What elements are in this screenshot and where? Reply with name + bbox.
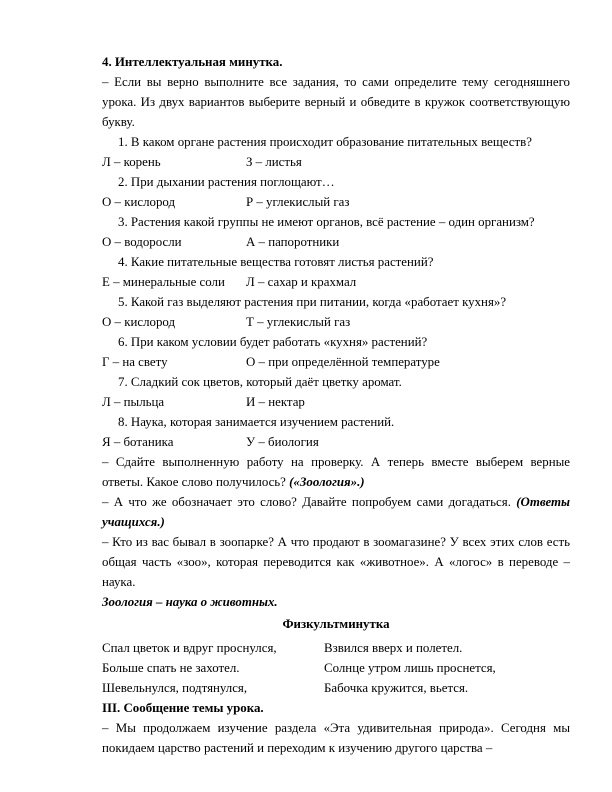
guess-text: – А что же обозначает это слово? Давайте попробуем сами догадаться. [102,495,517,509]
answer-options [102,312,570,332]
zoology-definition: Зоология – наука о животных. [102,595,278,609]
question-text: 6. При каком условии будет работать «кухня» растений? [118,335,428,349]
guess-paragraph [102,492,570,532]
question-text: 3. Растения какой группы не имеют органов, всё растение – один организм? [118,215,535,229]
poem-line-left: Спал цветок и вдруг проснулся, [102,641,277,655]
section-4-intro: – Если вы верно выполните все задания, то сами определите тему сегодняшнего урока. Из двух вариантов выберите верный и обведите в кружок соответствующую букву. [102,75,570,129]
document-page [102,52,570,758]
answer-option-left: Е – минеральные соли [102,275,225,289]
zoo-paragraph: – Кто из вас бывал в зоопарке? А что продают в зоомагазине? У всех этих слов есть общая часть «зоо», которая переводится как «животное». А «логос» в переводе – наука. [102,535,570,589]
answer-options [102,352,570,372]
question-text: 7. Сладкий сок цветов, который даёт цветку аромат. [118,375,402,389]
guess-answer: (Ответы учащихся.) [102,495,570,529]
answer-option-right: А – папоротники [246,235,340,249]
check-paragraph [102,452,570,492]
answer-option-left: Я – ботаника [102,435,174,449]
answer-option-left: О – кислород [102,315,176,329]
quiz-question [102,372,570,412]
answer-option-left: Л – пыльца [102,395,165,409]
answer-option-right: И – нектар [246,395,305,409]
question-text: 8. Наука, которая занимается изучением растений. [118,415,395,429]
quiz-question [102,172,570,212]
answer-options [102,192,570,212]
answer-options [102,392,570,412]
poem-line [102,638,570,658]
quiz-question [102,332,570,372]
answer-option-left: Л – корень [102,155,161,169]
question-text: 1. В каком органе растения происходит образование питательных веществ? [118,135,532,149]
answer-option-left: О – кислород [102,195,176,209]
poem-line-right: Взвился вверх и полетел. [324,641,463,655]
answer-option-right: Р – углекислый газ [246,195,350,209]
poem-line-right: Бабочка кружится, вьется. [324,681,469,695]
answer-option-left: Г – на свету [102,355,168,369]
answer-options [102,152,570,172]
quiz-question [102,412,570,452]
quiz-question [102,132,570,172]
answer-option-right: Л – сахар и крахмал [246,275,357,289]
poem-line [102,658,570,678]
poem-line [102,678,570,698]
quiz-question [102,292,570,332]
answer-option-right: Т – углекислый газ [246,315,351,329]
poem-line-left: Шевельнулся, подтянулся, [102,681,248,695]
poem [102,638,570,698]
check-text: – Сдайте выполненную работу на проверку. А теперь вместе выберем верные ответы. Какое слово получилось? [102,455,570,489]
quiz-question [102,212,570,252]
question-text: 2. При дыхании растения поглощают… [118,175,335,189]
section-3-heading: III. Сообщение темы урока. [102,701,264,715]
answer-option-right: З – листья [246,155,302,169]
section-4-heading: 4. Интеллектуальная минутка. [102,55,283,69]
question-text: 4. Какие питательные вещества готовят листья растений? [118,255,434,269]
question-text: 5. Какой газ выделяют растения при питании, когда «работает кухня»? [118,295,507,309]
answer-options [102,272,570,292]
quiz-question [102,252,570,292]
answer-options [102,232,570,252]
answer-options [102,432,570,452]
answer-option-right: О – при определённой температуре [246,355,440,369]
answer-option-right: У – биология [246,435,319,449]
poem-line-left: Больше спать не захотел. [102,661,240,675]
answer-option-left: О – водоросли [102,235,182,249]
check-answer: («Зоология».) [289,475,365,489]
section-3-text: – Мы продолжаем изучение раздела «Эта удивительная природа». Сегодня мы покидаем царство растений и переходим к изучению другого царства – [102,721,570,755]
fizminutka-heading: Физкультминутка [282,617,390,631]
poem-line-right: Солнце утром лишь проснется, [324,661,496,675]
